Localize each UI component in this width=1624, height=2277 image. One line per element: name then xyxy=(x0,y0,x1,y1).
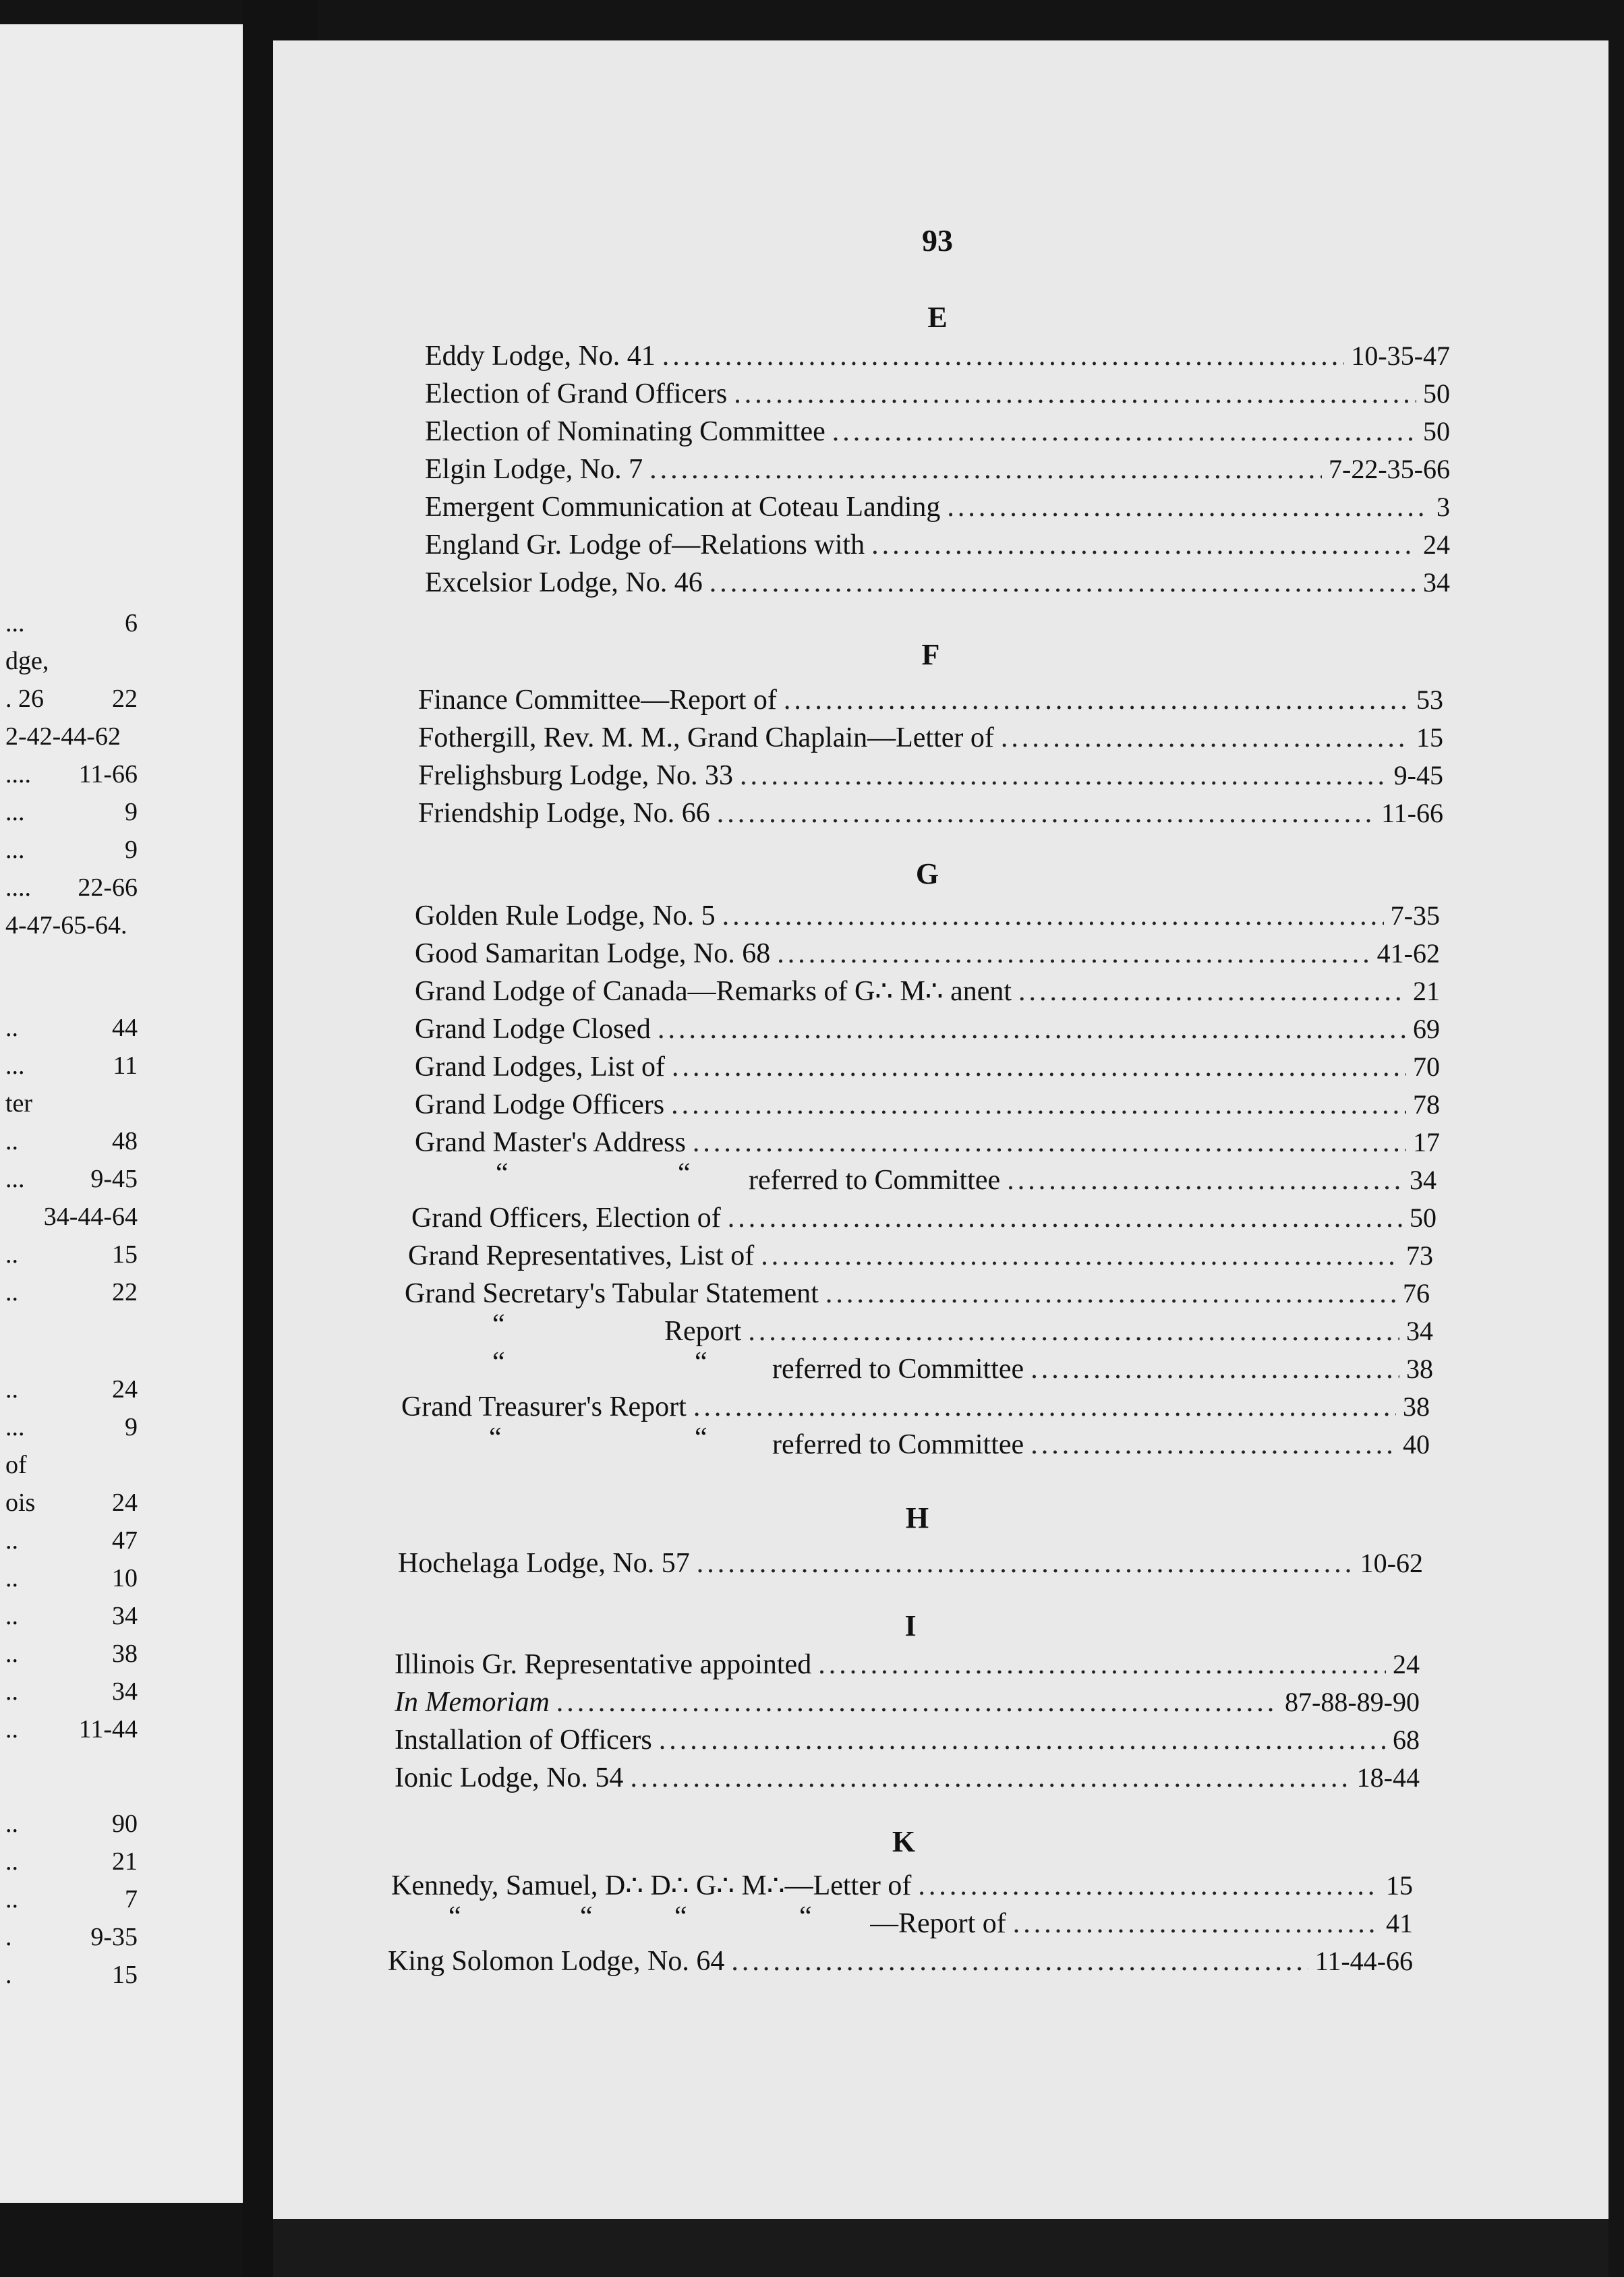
entry-pages: 68 xyxy=(1393,1725,1420,1755)
leader-dots xyxy=(693,1388,1396,1426)
left-fragment-number: 22 xyxy=(112,685,138,713)
index-entry xyxy=(405,1275,1430,1313)
section-letter-f: F xyxy=(921,638,940,671)
index-entry xyxy=(418,795,1443,832)
entry-pages: 34 xyxy=(1410,1165,1437,1195)
index-entry xyxy=(415,973,1440,1010)
left-fragment-line xyxy=(0,793,142,831)
left-fragment-text: .. xyxy=(5,1127,18,1155)
index-entry xyxy=(425,451,1450,488)
left-fragment-text: .. xyxy=(5,1885,18,1913)
entry-pages: 34 xyxy=(1423,567,1450,598)
entry-label: Friendship Lodge, No. 66 xyxy=(418,798,710,829)
left-fragment-number: 9-45 xyxy=(90,1165,138,1193)
leader-dots xyxy=(672,1048,1406,1086)
index-entry xyxy=(415,1010,1440,1048)
entry-label: Election of Grand Officers xyxy=(425,378,728,409)
left-fragment-line xyxy=(0,1446,142,1484)
left-fragment-number: 38 xyxy=(112,1640,138,1668)
left-fragment-line xyxy=(0,1956,142,1994)
leader-dots xyxy=(649,451,1322,488)
entry-label: Grand Representatives, List of xyxy=(408,1240,755,1271)
index-entry xyxy=(772,1350,1433,1388)
left-fragment-text: .. xyxy=(5,1602,18,1630)
entry-label: Elgin Lodge, No. 7 xyxy=(425,454,643,485)
entry-pages: 50 xyxy=(1410,1203,1437,1233)
left-fragment-text: ... xyxy=(5,1165,25,1193)
entry-pages: 21 xyxy=(1413,976,1440,1006)
index-entry xyxy=(395,1721,1420,1759)
entry-label: Fothergill, Rev. M. M., Grand Chaplain—Letter of xyxy=(418,722,994,753)
index-entry xyxy=(391,1867,1413,1905)
index-entry xyxy=(415,935,1440,973)
entry-label: Kennedy, Samuel, D∴ D∴ G∴ M∴—Letter of xyxy=(391,1870,912,1901)
left-fragment-line xyxy=(0,869,142,906)
left-fragment-line xyxy=(0,1160,142,1198)
ditto-mark: “ xyxy=(492,1309,505,1340)
entry-label: Golden Rule Lodge, No. 5 xyxy=(415,900,716,931)
entry-label: Grand Master's Address xyxy=(415,1127,686,1158)
entry-label: Report xyxy=(664,1316,742,1347)
entry-pages: 7-22-35-66 xyxy=(1329,454,1450,484)
leader-dots xyxy=(947,488,1430,526)
index-entry xyxy=(398,1545,1423,1582)
leader-dots xyxy=(556,1683,1278,1721)
entry-pages: 53 xyxy=(1416,685,1443,715)
entry-label: Grand Lodge of Canada—Remarks of G∴ M∴ anent xyxy=(415,976,1012,1007)
left-fragment-text: ... xyxy=(5,798,25,826)
left-fragment-number: 22 xyxy=(112,1278,138,1306)
left-fragment-number: 11 xyxy=(113,1051,138,1080)
section-letter-g: G xyxy=(915,857,939,890)
left-fragment-text: ... xyxy=(5,609,25,637)
left-fragment-text: .. xyxy=(5,1564,18,1592)
ditto-mark: “ xyxy=(448,1901,461,1932)
entry-pages: 24 xyxy=(1393,1649,1420,1679)
leader-dots xyxy=(659,1721,1386,1759)
entry-pages: 70 xyxy=(1413,1051,1440,1082)
index-entry xyxy=(418,757,1443,795)
ditto-mark: “ xyxy=(799,1901,812,1932)
left-fragment-line xyxy=(0,718,142,755)
left-fragment-line xyxy=(0,1408,142,1446)
entry-label: Ionic Lodge, No. 54 xyxy=(395,1762,624,1793)
left-fragment-line xyxy=(0,1371,142,1408)
leader-dots xyxy=(1001,719,1410,757)
entry-label: Election of Nominating Committee xyxy=(425,416,825,447)
left-fragment-text: ois xyxy=(5,1489,36,1517)
index-entry xyxy=(395,1683,1420,1721)
index-entry xyxy=(425,337,1450,375)
left-page-fragment xyxy=(0,24,243,2203)
index-entry xyxy=(415,1086,1440,1124)
left-fragment-number: 11-44 xyxy=(78,1715,138,1743)
left-fragment-number: 34 xyxy=(112,1677,138,1706)
left-fragment-text: . xyxy=(5,1961,12,1989)
index-entry xyxy=(401,1388,1430,1426)
index-entry xyxy=(395,1646,1420,1683)
left-fragment-line xyxy=(0,1673,142,1710)
entry-pages: 9-45 xyxy=(1393,760,1443,790)
index-entry xyxy=(415,897,1440,935)
left-fragment-line xyxy=(0,1805,142,1843)
ditto-mark: “ xyxy=(580,1901,593,1932)
index-entry xyxy=(870,1905,1413,1942)
left-fragment-number: 90 xyxy=(112,1810,138,1838)
left-fragment-text: .... xyxy=(5,760,31,788)
left-fragment-text: .. xyxy=(5,1715,18,1743)
left-fragment-line xyxy=(0,1047,142,1085)
ditto-mark: “ xyxy=(695,1422,707,1453)
leader-dots xyxy=(630,1759,1350,1797)
ditto-mark: “ xyxy=(496,1158,509,1189)
leader-dots xyxy=(709,564,1416,602)
leader-dots xyxy=(1031,1426,1396,1464)
left-fragment-line xyxy=(0,1559,142,1597)
left-fragment-line xyxy=(0,1522,142,1559)
entry-pages: 50 xyxy=(1423,378,1450,409)
left-fragment-text: dge, xyxy=(5,647,49,675)
leader-dots xyxy=(728,1199,1403,1237)
entry-label: Grand Lodge Officers xyxy=(415,1089,665,1120)
index-entry xyxy=(425,375,1450,413)
index-entry xyxy=(411,1199,1437,1237)
entry-pages: 11-66 xyxy=(1381,798,1443,828)
entry-pages: 50 xyxy=(1423,416,1450,446)
index-entry xyxy=(425,564,1450,602)
index-entry xyxy=(418,719,1443,757)
leader-dots xyxy=(918,1867,1379,1905)
index-entry xyxy=(415,1048,1440,1086)
section-letter-i: I xyxy=(904,1609,917,1642)
entry-pages: 40 xyxy=(1403,1429,1430,1460)
ditto-mark: “ xyxy=(695,1347,707,1378)
index-entry xyxy=(425,488,1450,526)
index-entry xyxy=(749,1161,1437,1199)
leader-dots xyxy=(697,1545,1354,1582)
left-fragment-number: 15 xyxy=(112,1240,138,1269)
leader-dots xyxy=(693,1124,1406,1161)
entry-pages: 87-88-89-90 xyxy=(1285,1687,1420,1717)
left-fragment-number: 15 xyxy=(112,1961,138,1989)
left-fragment-number: 48 xyxy=(112,1127,138,1155)
entry-label: Grand Treasurer's Report xyxy=(401,1391,687,1422)
left-fragment-text: . xyxy=(5,1923,12,1951)
leader-dots xyxy=(671,1086,1406,1124)
section-letter-e: E xyxy=(927,301,948,334)
left-fragment-number: 44 xyxy=(112,1014,138,1042)
entry-label: King Solomon Lodge, No. 64 xyxy=(388,1946,725,1977)
left-fragment-number: 9 xyxy=(125,1413,138,1441)
entry-label: Grand Secretary's Tabular Statement xyxy=(405,1278,819,1309)
left-fragment-number: 47 xyxy=(112,1526,138,1555)
index-entry xyxy=(425,413,1450,451)
leader-dots xyxy=(784,681,1410,719)
left-fragment-line xyxy=(0,906,142,944)
left-fragment-line xyxy=(0,1122,142,1160)
left-fragment-number: 22-66 xyxy=(78,873,138,902)
left-fragment-text: ... xyxy=(5,1413,25,1441)
left-fragment-number: 6 xyxy=(125,609,138,637)
left-fragment-text: .. xyxy=(5,1278,18,1306)
left-fragment-line xyxy=(0,1710,142,1748)
left-fragment-line xyxy=(0,1484,142,1522)
left-fragment-line xyxy=(0,642,142,680)
leader-dots xyxy=(658,1010,1406,1048)
left-fragment-number: 34-44-64 xyxy=(43,1203,138,1231)
left-fragment-line xyxy=(0,1843,142,1880)
ditto-mark: “ xyxy=(489,1422,502,1453)
left-fragment-line xyxy=(0,755,142,793)
index-entry xyxy=(418,681,1443,719)
entry-pages: 17 xyxy=(1413,1127,1440,1157)
entry-label: England Gr. Lodge of—Relations with xyxy=(425,529,865,560)
left-fragment-text: ter xyxy=(5,1089,33,1118)
left-fragment-line xyxy=(0,680,142,718)
entry-label: Emergent Communication at Coteau Landing xyxy=(425,492,941,523)
section-letter-h: H xyxy=(905,1501,929,1534)
left-fragment-text: .. xyxy=(5,1526,18,1555)
entry-pages: 7-35 xyxy=(1390,900,1440,931)
entry-pages: 38 xyxy=(1406,1354,1433,1384)
ditto-mark: “ xyxy=(678,1158,691,1189)
left-fragment-line xyxy=(0,1009,142,1047)
entry-label: Frelighsburg Lodge, No. 33 xyxy=(418,760,734,791)
leader-dots xyxy=(825,1275,1396,1313)
page-bottom-shadow xyxy=(273,2219,1608,2277)
left-fragment-text: .. xyxy=(5,1847,18,1876)
left-fragment-number: 11-66 xyxy=(78,760,138,788)
entry-pages: 15 xyxy=(1386,1870,1413,1901)
left-fragment-text: 4-47-65-64. xyxy=(5,911,127,940)
left-fragment-number: 24 xyxy=(112,1375,138,1404)
leader-dots xyxy=(761,1237,1399,1275)
left-fragment-text: .. xyxy=(5,1810,18,1838)
index-entry xyxy=(395,1759,1420,1797)
ditto-mark: “ xyxy=(674,1901,687,1932)
leader-dots xyxy=(722,897,1384,935)
left-fragment-text: . 26 xyxy=(5,685,44,713)
entry-pages: 41 xyxy=(1386,1908,1413,1938)
leader-dots xyxy=(777,935,1370,973)
left-fragment-number: 10 xyxy=(112,1564,138,1592)
left-fragment-number: 24 xyxy=(112,1489,138,1517)
left-fragment-line xyxy=(0,1918,142,1956)
entry-pages: 34 xyxy=(1406,1316,1433,1346)
left-fragment-number: 34 xyxy=(112,1602,138,1630)
entry-pages: 73 xyxy=(1406,1240,1433,1271)
index-entry xyxy=(415,1124,1440,1161)
index-entry xyxy=(425,526,1450,564)
entry-pages: 10-35-47 xyxy=(1351,341,1450,371)
entry-label: Good Samaritan Lodge, No. 68 xyxy=(415,938,771,969)
leader-dots xyxy=(740,757,1387,795)
left-fragment-text: .. xyxy=(5,1240,18,1269)
entry-label: referred to Committee xyxy=(772,1429,1024,1460)
left-fragment-line xyxy=(0,604,142,642)
left-fragment-text: ... xyxy=(5,836,25,864)
left-fragment-line xyxy=(0,1085,142,1122)
index-entry xyxy=(664,1313,1433,1350)
left-fragment-line xyxy=(0,1273,142,1311)
entry-label: referred to Committee xyxy=(772,1354,1024,1385)
entry-label: Eddy Lodge, No. 41 xyxy=(425,341,656,372)
entry-pages: 38 xyxy=(1403,1391,1430,1422)
leader-dots xyxy=(662,337,1345,375)
entry-pages: 69 xyxy=(1413,1014,1440,1044)
leader-dots xyxy=(818,1646,1386,1683)
left-fragment-number: 9 xyxy=(125,836,138,864)
entry-pages: 3 xyxy=(1437,492,1450,522)
entry-pages: 78 xyxy=(1413,1089,1440,1120)
entry-label: Finance Committee—Report of xyxy=(418,685,777,716)
entry-label: Grand Officers, Election of xyxy=(411,1203,721,1234)
left-fragment-text: .... xyxy=(5,873,31,902)
left-fragment-line xyxy=(0,1198,142,1236)
left-fragment-text: of xyxy=(5,1451,27,1479)
entry-pages: 41-62 xyxy=(1376,938,1440,969)
leader-dots xyxy=(1031,1350,1399,1388)
entry-label: Installation of Officers xyxy=(395,1725,652,1756)
entry-pages: 76 xyxy=(1403,1278,1430,1308)
entry-label: In Memoriam xyxy=(395,1687,550,1718)
entry-label: referred to Committee xyxy=(749,1165,1001,1196)
leader-dots xyxy=(1007,1161,1403,1199)
leader-dots xyxy=(748,1313,1399,1350)
left-fragment-line xyxy=(0,1597,142,1635)
leader-dots xyxy=(731,1942,1308,1980)
entry-pages: 24 xyxy=(1423,529,1450,560)
left-fragment-text: .. xyxy=(5,1640,18,1668)
left-fragment-text: .. xyxy=(5,1014,18,1042)
entry-pages: 11-44-66 xyxy=(1314,1946,1413,1976)
leader-dots xyxy=(1018,973,1406,1010)
left-fragment-text: .. xyxy=(5,1677,18,1706)
entry-label: Grand Lodges, List of xyxy=(415,1051,665,1083)
leader-dots xyxy=(871,526,1416,564)
left-fragment-number: 21 xyxy=(112,1847,138,1876)
left-fragment-number: 9 xyxy=(125,798,138,826)
leader-dots xyxy=(832,413,1416,451)
left-fragment-number: 9-35 xyxy=(90,1923,138,1951)
entry-label: Excelsior Lodge, No. 46 xyxy=(425,567,703,598)
entry-pages: 15 xyxy=(1416,722,1443,753)
leader-dots xyxy=(734,375,1416,413)
left-fragment-line xyxy=(0,1880,142,1918)
left-fragment-text: .. xyxy=(5,1375,18,1404)
ditto-mark: “ xyxy=(492,1347,505,1378)
section-letter-k: K xyxy=(892,1825,916,1858)
entry-label: Illinois Gr. Representative appointed xyxy=(395,1649,812,1680)
left-fragment-line xyxy=(0,1236,142,1273)
left-fragment-line xyxy=(0,831,142,869)
index-entry xyxy=(408,1237,1433,1275)
index-entry xyxy=(772,1426,1430,1464)
entry-label: —Report of xyxy=(870,1908,1006,1939)
left-fragment-text: ... xyxy=(5,1051,25,1080)
left-fragment-number: 7 xyxy=(125,1885,138,1913)
entry-pages: 10-62 xyxy=(1360,1548,1423,1578)
left-fragment-line xyxy=(0,1635,142,1673)
page-number: 93 xyxy=(922,223,953,258)
entry-label: Hochelaga Lodge, No. 57 xyxy=(398,1548,690,1579)
leader-dots xyxy=(717,795,1374,832)
entry-pages: 18-44 xyxy=(1356,1762,1420,1793)
entry-label: Grand Lodge Closed xyxy=(415,1014,651,1045)
leader-dots xyxy=(1013,1905,1379,1942)
index-entry xyxy=(388,1942,1413,1980)
left-fragment-text: 2-42-44-62 xyxy=(5,722,121,751)
